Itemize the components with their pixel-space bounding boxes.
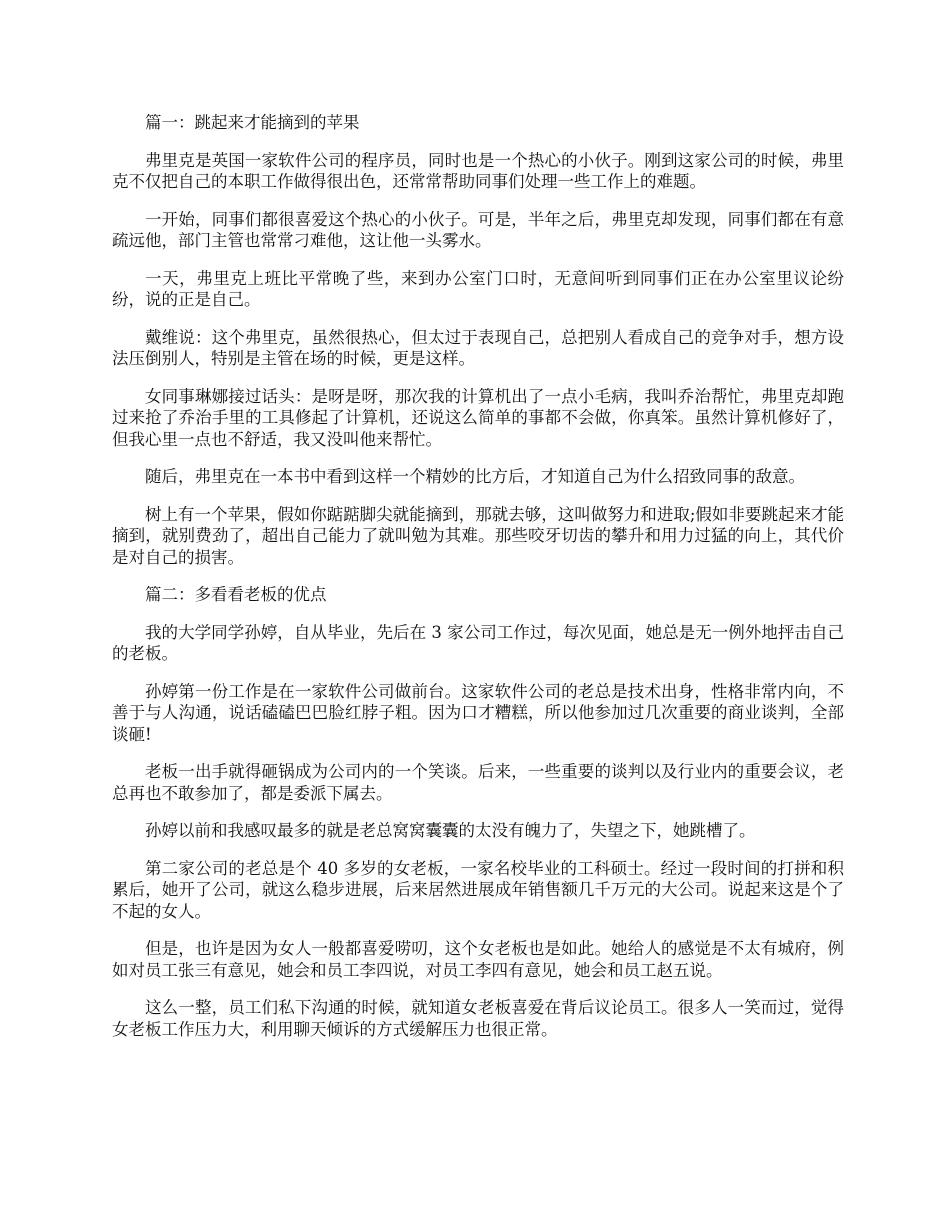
section-heading-2: 篇二：多看看老板的优点 (145, 585, 327, 604)
paragraph: 一开始，同事们都很喜爱这个热心的小伙子。可是，半年之后，弗里克却发现，同事们都在有意疏远他，部门主管也常常刁难他，这让他一头雾水。 (112, 209, 844, 250)
paragraph: 第二家公司的老总是个 40 多岁的女老板，一家名校毕业的工科硕士。经过一段时间的打拼和积累后，她开了公司，就这么稳步进展，后来居然进展成年销售额几千万元的大公司。说起来这是个了不起的女人。 (112, 858, 844, 921)
paragraph: 我的大学同学孙婷，自从毕业，先后在 3 家公司工作过，每次见面，她总是无一例外地抨击自己的老板。 (112, 622, 844, 663)
paragraph: 但是，也许是因为女人一般都喜爱唠叨，这个女老板也是如此。她给人的感觉是不太有城府，例如对员工张三有意见，她会和员工李四说，对员工李四有意见，她会和员工赵五说。 (112, 939, 844, 980)
paragraph: 一天，弗里克上班比平常晚了些，来到办公室门口时，无意间听到同事们正在办公室里议论纷纷，说的正是自己。 (112, 268, 844, 309)
paragraph: 这么一整，员工们私下沟通的时候，就知道女老板喜爱在背后议论员工。很多人一笑而过，觉得女老板工作压力大，利用聊天倾诉的方式缓解压力也很正常。 (112, 998, 844, 1039)
paragraph: 孙婷以前和我感叹最多的就是老总窝窝囊囊的太没有魄力了，失望之下，她跳槽了。 (145, 821, 756, 840)
paragraph: 孙婷第一份工作是在一家软件公司做前台。这家软件公司的老总是技术出身，性格非常内向，不善于与人沟通，说话磕磕巴巴脸红脖子粗。因为口才糟糕，所以他参加过几次重要的商业谈判，全部谈砸! (112, 681, 844, 744)
paragraph: 树上有一个苹果，假如你踮踮脚尖就能摘到，那就去够，这叫做努力和进取;假如非要跳起来才能摘到，就别费劲了，超出自己能力了就叫勉为其难。那些咬牙切齿的攀升和用力过猛的向上，其代价是对自己的损害。 (112, 504, 844, 567)
paragraph: 随后，弗里克在一本书中看到这样一个精妙的比方后，才知道自己为什么招致同事的敌意。 (145, 467, 805, 486)
section-heading-1: 篇一：跳起来才能摘到的苹果 (145, 113, 360, 132)
paragraph: 戴维说：这个弗里克，虽然很热心，但太过于表现自己，总把别人看成自己的竞争对手，想方设法压倒别人，特别是主管在场的时候，更是这样。 (112, 327, 844, 368)
paragraph: 女同事琳娜接过话头：是呀是呀，那次我的计算机出了一点小毛病，我叫乔治帮忙，弗里克却跑过来抢了乔治手里的工具修起了计算机，还说这么简单的事都不会做，你真笨。虽然计算机修好了，但我心里一点也不舒适，我又没叫他来帮忙。 (112, 386, 844, 449)
document-page (112, 112, 844, 1056)
paragraph: 老板一出手就得砸锅成为公司内的一个笑谈。后来，一些重要的谈判以及行业内的重要会议，老总再也不敢参加了，都是委派下属去。 (112, 762, 844, 803)
paragraph: 弗里克是英国一家软件公司的程序员，同时也是一个热心的小伙子。刚到这家公司的时候，弗里克不仅把自己的本职工作做得很出色，还常常帮助同事们处理一些工作上的难题。 (112, 150, 844, 191)
